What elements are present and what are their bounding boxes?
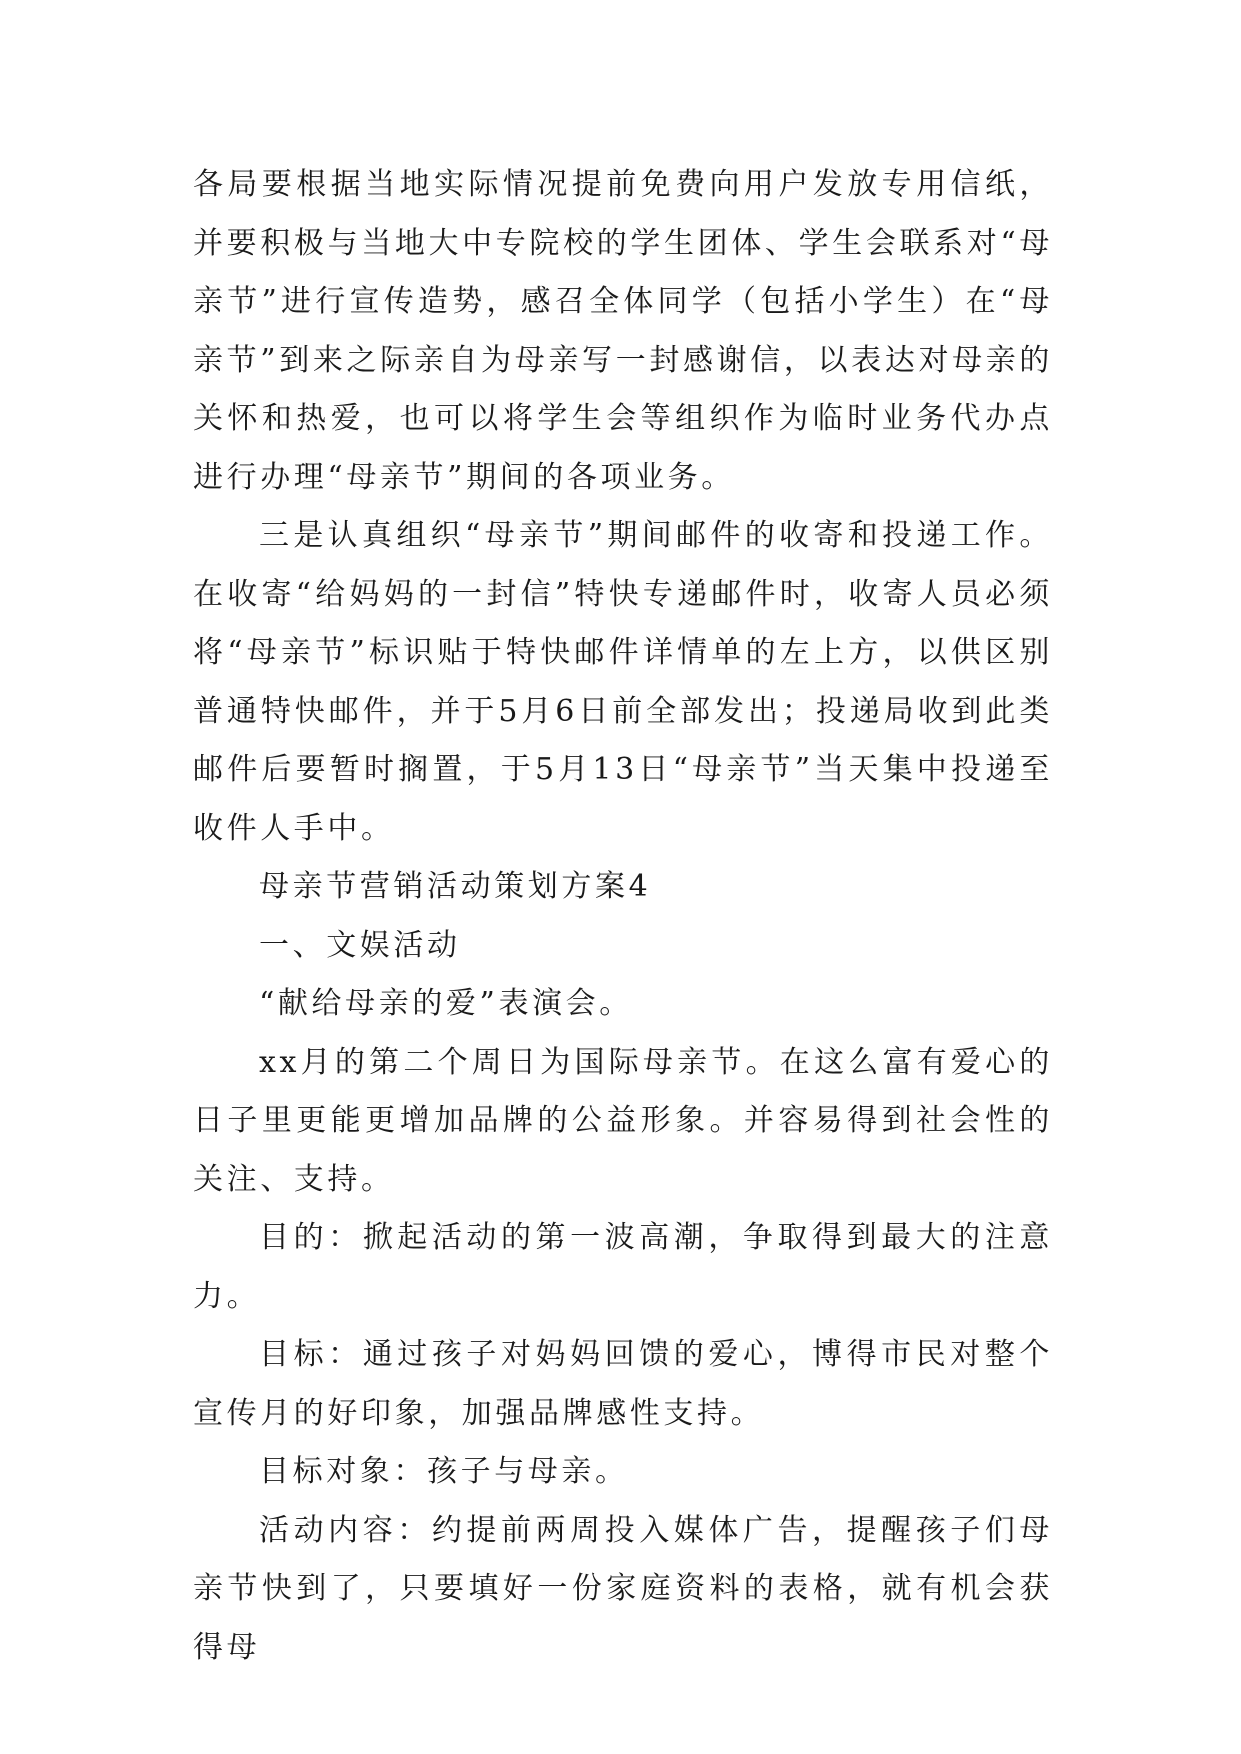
event-title: “献给母亲的爱”表演会。: [259, 986, 633, 1021]
document-body: [193, 156, 1053, 1677]
paragraph-goal: 目标：通过孩子对妈妈回馈的爱心，博得市民对整个宣传月的好印象，加强品牌感性支持。: [193, 1337, 1053, 1431]
paragraph-intro: xx月的第二个周日为国际母亲节。在这么富有爱心的日子里更能更增加品牌的公益形象。并容易得到社会性的关注、支持。: [193, 1044, 1053, 1197]
section-heading: 母亲节营销活动策划方案4: [259, 869, 652, 904]
paragraph-content: 活动内容：约提前两周投入媒体广告，提醒孩子们母亲节快到了，只要填好一份家庭资料的表格，就有机会获得母: [193, 1512, 1053, 1665]
paragraph-2: 三是认真组织“母亲节”期间邮件的收寄和投递工作。在收寄“给妈妈的一封信”特快专递邮件时，收寄人员必须将“母亲节”标识贴于特快邮件详情单的左上方，以供区别普通特快邮件，并于5月6日前全部发出；投递局收到此类邮件后要暂时搁置，于5月13日“母亲节”当天集中投递至收件人手中。: [193, 518, 1053, 846]
paragraph-purpose: 目的：掀起活动的第一波高潮，争取得到最大的注意力。: [193, 1220, 1053, 1314]
paragraph-1: 各局要根据当地实际情况提前免费向用户发放专用信纸，并要积极与当地大中专院校的学生团体、学生会联系对“母亲节”进行宣传造势，感召全体同学（包括小学生）在“母亲节”到来之际亲自为母亲写一封感谢信，以表达对母亲的关怀和热爱，也可以将学生会等组织作为临时业务代办点进行办理“母亲节”期间的各项业务。: [193, 167, 1053, 495]
subsection-heading: 一、文娱活动: [259, 927, 461, 963]
paragraph-target: 目标对象：孩子与母亲。: [259, 1454, 629, 1489]
